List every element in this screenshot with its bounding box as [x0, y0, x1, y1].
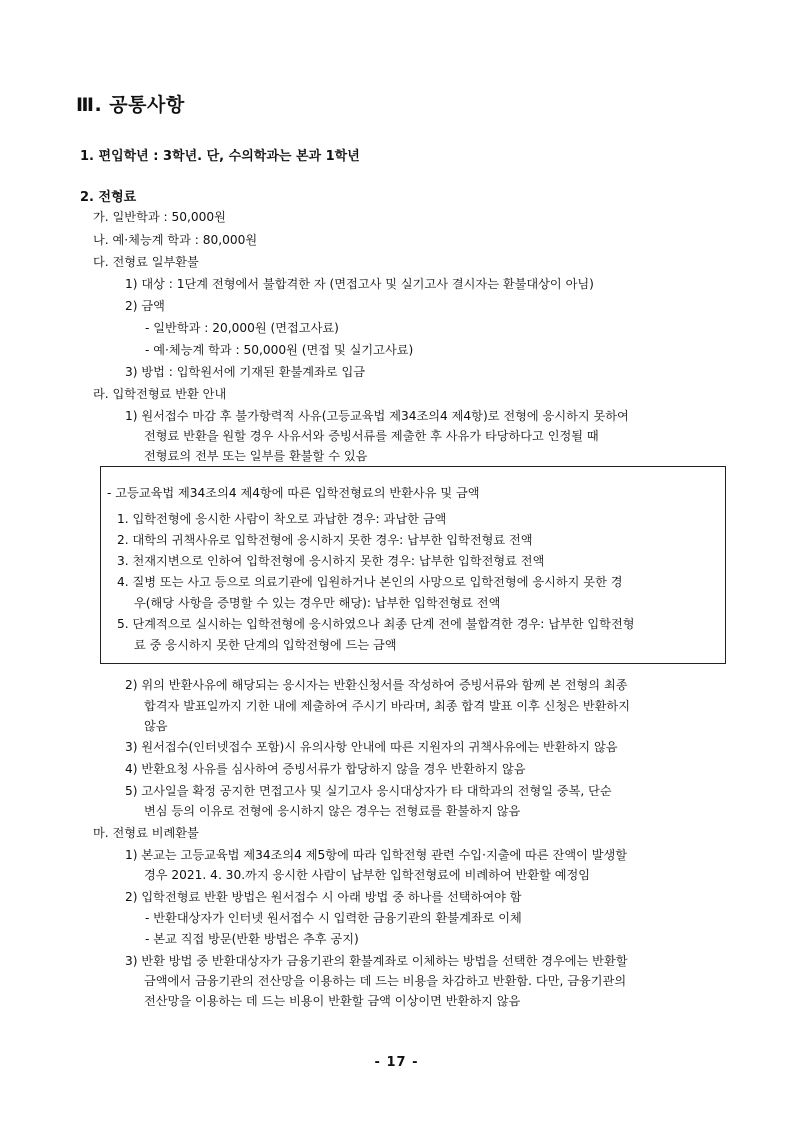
refund-guide-2-line1: 2) 위의 반환사유에 해당되는 응시자는 반환신청서를 작성하여 증빙서류와 함께 본 전형의 최종: [125, 678, 628, 692]
refund-guide-5-line2: 변심 등의 이유로 전형에 응시하지 않은 경우는 전형료를 환불하지 않음: [144, 804, 521, 818]
proportional-refund-3-line3: 전산망을 이용하는 데 드는 비용이 반환할 금액 이상이면 반환하지 않음: [144, 994, 521, 1008]
partial-refund-target: 1) 대상 : 1단계 전형에서 불합격한 자 (면접고사 및 실기고사 결시자는 환불대상이 아님): [125, 277, 594, 291]
page-number: - 17 -: [374, 1055, 419, 1070]
refund-law-line: 우(해당 사항을 증명할 수 있는 경우만 해당): 납부한 입학전형료 전액: [134, 596, 501, 610]
section-title: Ⅲ. 공통사항: [76, 94, 185, 116]
refund-guide-1-line3: 전형료의 전부 또는 일부를 환불할 수 있음: [144, 449, 368, 463]
refund-law-line: 5. 단계적으로 실시하는 입학전형에 응시하였으나 최종 단계 전에 불합격한 경우: 납부한 입학전형: [117, 617, 635, 631]
partial-refund-label: 다. 전형료 일부환불: [93, 255, 199, 269]
partial-refund-method: 3) 방법 : 입학원서에 기재된 환불계좌로 입금: [125, 365, 366, 379]
proportional-refund-3-line1: 3) 반환 방법 중 반환대상자가 금융기관의 환불계좌로 이체하는 방법을 선택한 경우에는 반환할: [125, 954, 628, 968]
refund-guide-1-line2: 전형료 반환을 원할 경우 사유서와 증빙서류를 제출한 후 사유가 타당하다고 인정될 때: [144, 429, 599, 443]
fee-general: 가. 일반학과 : 50,000원: [93, 210, 226, 224]
refund-law-line: 료 중 응시하지 못한 단계의 입학전형에 드는 금액: [134, 638, 397, 652]
item-1-grade: 1. 편입학년 : 3학년. 단, 수의학과는 본과 1학년: [80, 149, 360, 164]
refund-guide-3: 3) 원서접수(인터넷접수 포함)시 유의사항 안내에 따른 지원자의 귀책사유에는 반환하지 않음: [125, 740, 618, 754]
proportional-refund-2-b: - 본교 직접 방문(반환 방법은 추후 공지): [145, 932, 359, 946]
proportional-refund-1-line2: 경우 2021. 4. 30.까지 응시한 사람이 납부한 입학전형료에 비례하여 반환할 예정임: [144, 868, 591, 882]
proportional-refund-3-line2: 금액에서 금융기관의 전산망을 이용하는 데 드는 비용을 차감하고 반환함. 다만, 금융기관의: [144, 974, 627, 988]
partial-refund-general: - 일반학과 : 20,000원 (면접고사료): [145, 321, 339, 335]
refund-law-line: 1. 입학전형에 응시한 사람이 착오로 과납한 경우: 과납한 금액: [117, 512, 447, 526]
refund-guide-2-line2: 합격자 발표일까지 기한 내에 제출하여 주시기 바라며, 최종 합격 발표 이후 신청은 반환하지: [144, 699, 630, 713]
refund-law-line: 3. 천재지변으로 인하여 입학전형에 응시하지 못한 경우: 납부한 입학전형료 전액: [117, 554, 545, 568]
refund-guide-label: 라. 입학전형료 반환 안내: [93, 387, 227, 401]
refund-law-heading: - 고등교육법 제34조의4 제4항에 따른 입학전형료의 반환사유 및 금액: [107, 486, 480, 500]
refund-guide-4: 4) 반환요청 사유를 심사하여 증빙서류가 합당하지 않을 경우 반환하지 않음: [125, 762, 526, 776]
partial-refund-arts: - 예·체능계 학과 : 50,000원 (면접 및 실기고사료): [145, 343, 414, 357]
proportional-refund-1-line1: 1) 본교는 고등교육법 제34조의4 제5항에 따라 입학전형 관련 수입·지출에 따른 잔액이 발생할: [125, 848, 628, 862]
proportional-refund-label: 마. 전형료 비례환불: [93, 826, 199, 840]
refund-guide-5-line1: 5) 고사일을 확정 공지한 면접고사 및 실기고사 응시대상자가 타 대학과의 전형일 중복, 단순: [125, 784, 612, 798]
refund-guide-1-line1: 1) 원서접수 마감 후 불가항력적 사유(고등교육법 제34조의4 제4항)로 전형에 응시하지 못하여: [125, 409, 629, 423]
partial-refund-amount: 2) 금액: [125, 299, 165, 313]
refund-law-line: 2. 대학의 귀책사유로 입학전형에 응시하지 못한 경우: 납부한 입학전형료 전액: [117, 533, 533, 547]
proportional-refund-2-a: - 반환대상자가 인터넷 원서접수 시 입력한 금융기관의 환불계좌로 이체: [145, 911, 522, 925]
proportional-refund-2: 2) 입학전형료 반환 방법은 원서접수 시 아래 방법 중 하나를 선택하여야 함: [125, 890, 522, 904]
refund-law-line: 4. 질병 또는 사고 등으로 의료기관에 입원하거나 본인의 사망으로 입학전형에 응시하지 못한 경: [117, 575, 623, 589]
item-2-heading: 2. 전형료: [80, 190, 137, 205]
fee-arts: 나. 예·체능계 학과 : 80,000원: [93, 233, 258, 247]
refund-guide-2-line3: 않음: [144, 719, 168, 733]
